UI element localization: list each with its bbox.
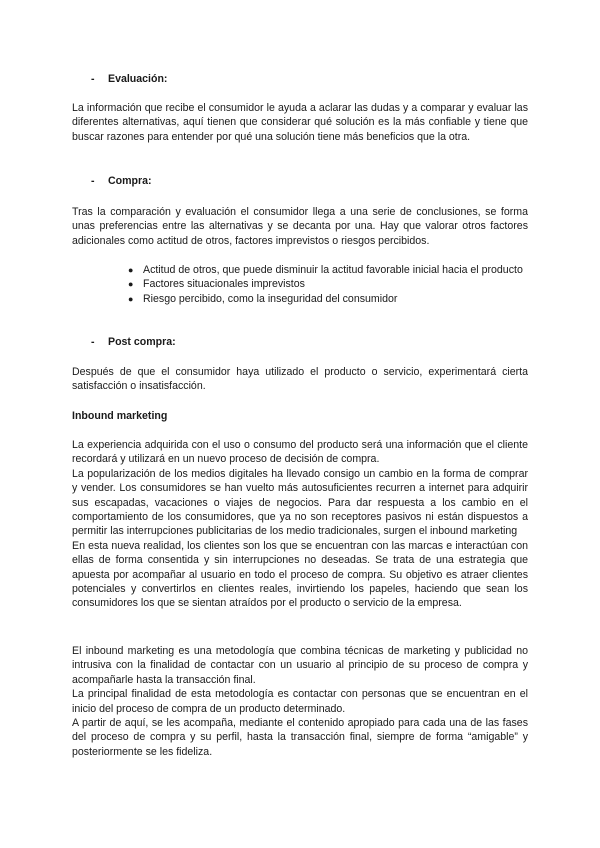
- post-compra-heading: Post compra:: [108, 336, 176, 348]
- inbound-paragraph-5: La principal finalidad de esta metodología es contactar con personas que se encuentran en el inicio del proceso de compra de un producto determinado.: [72, 688, 528, 715]
- inbound-paragraph-6: A partir de aquí, se les acompaña, mediante el contenido apropiado para cada una de las fases del proceso de compra y su perfil, hasta la transacción final, siempre de forma “amigable” y posteriormente se les fideliza.: [72, 717, 528, 758]
- inbound-paragraph-3: En esta nueva realidad, los clientes son los que se encuentran con las marcas e interactúan con ellas de forma consentida y sin interrupciones no deseadas. Se trata de una estrategia que apuesta por acompañar al usuario en todo el proceso de compra. Su objetivo es atraer clientes potenciales y convertirlos en clientes reales, invirtiendo los papeles, haciendo que sean los consumidores los que se sientan atraídos por el producto o servicio de la empresa.: [72, 539, 528, 610]
- post-compra-paragraph: Después de que el consumidor haya utilizado el producto o servicio, experimentará cierta satisfacción o insatisfacción.: [72, 366, 528, 393]
- dash-bullet: -: [91, 175, 95, 187]
- compra-paragraph: Tras la comparación y evaluación el consumidor llega a una serie de conclusiones, se forma unas preferencias entre las alternativas y se decanta por una. Hay que valorar otros factores adicionales como actitud de otros, factores imprevistos o riesgos percibidos.: [72, 206, 528, 247]
- list-item: ● Riesgo percibido, como la inseguridad del consumidor: [128, 292, 398, 305]
- bullet-dot-icon: ●: [128, 279, 134, 290]
- list-item: ● Actitud de otros, que puede disminuir la actitud favorable inicial hacia el producto: [128, 264, 523, 276]
- inbound-paragraph-4: El inbound marketing es una metodología que combina técnicas de marketing y publicidad no intrusiva con la finalidad de contactar con un usuario al principio de su proceso de compra y acompañarle hasta la transacción final.: [72, 645, 528, 686]
- dash-bullet: -: [91, 73, 95, 85]
- evaluacion-heading: Evaluación:: [108, 73, 168, 85]
- bullet-dot-icon: ●: [128, 293, 134, 304]
- compra-heading: Compra:: [108, 175, 152, 187]
- inbound-heading: Inbound marketing: [72, 410, 168, 422]
- bullet-dot-icon: ●: [128, 265, 134, 275]
- dash-bullet: -: [91, 336, 95, 348]
- inbound-paragraph-2: La popularización de los medios digitales ha llevado consigo un cambio en la forma de comprar y vender. Los consumidores se han vuelto más autosuficientes recurren a internet para adquirir sus escapadas, vacaciones o viajes de negocios. Para dar respuesta a los cambio en el comportamiento de los consumidores, que ya no son receptores pasivos ni están dispuestos a permitir las interrupciones publicitarias de los medio tradicionales, surgen el inbound marketing: [72, 467, 528, 538]
- list-item: ● Factores situacionales imprevistos: [128, 278, 305, 291]
- inbound-paragraph-1: La experiencia adquirida con el uso o consumo del producto será una información que el cliente recordará y utilizará en un nuevo proceso de decisión de compra.: [72, 439, 528, 466]
- evaluacion-paragraph: La información que recibe el consumidor le ayuda a aclarar las dudas y a comparar y evaluar las diferentes alternativas, aquí tienen que considerar qué solución es la más confiable y tiene que buscar razones para entender por qué una solución tiene más beneficios que la otra.: [72, 102, 528, 143]
- compra-factor-list: [128, 263, 528, 306]
